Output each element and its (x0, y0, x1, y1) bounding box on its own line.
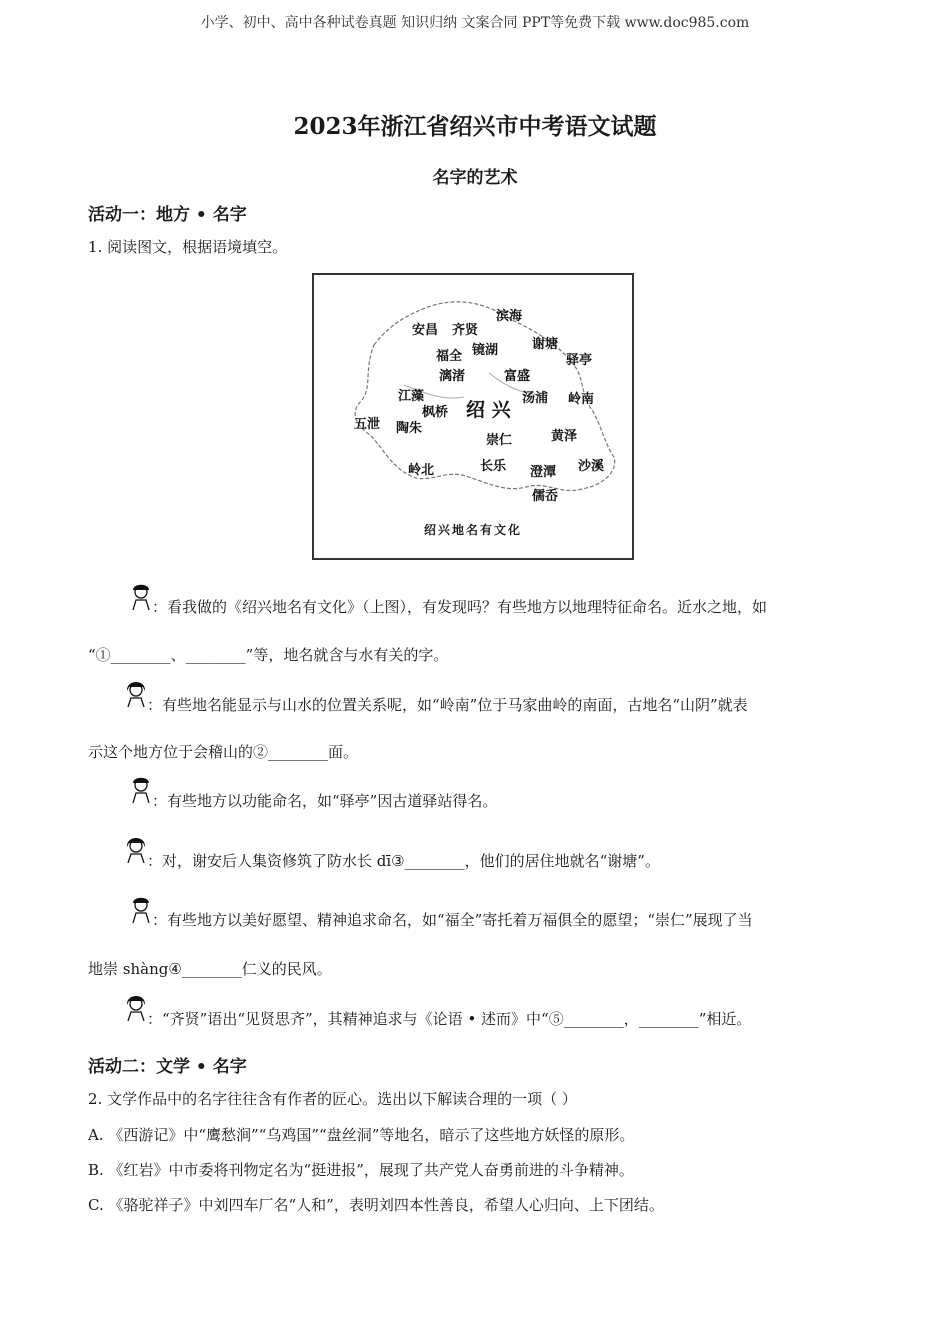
dialogue-5-line-1: ：有些地方以美好愿望、精神追求命名，如“福全”寄托着万福俱全的愿望；“崇仁”展现了当 (152, 911, 753, 929)
dialogue-4-line-1: ：对，谢安后人集资修筑了防水长 dī③________，他们的居住地就名“谢塘”。 (147, 852, 660, 870)
dialogue-1-line-1: ：看我做的《绍兴地名有文化》（上图），有发现吗？有些地方以地理特征命名。近水之地，如 (152, 598, 768, 616)
place-tangpu: 汤浦 (522, 391, 549, 406)
place-shaxi: 沙溪 (578, 459, 605, 474)
page-title: 2023年浙江省绍兴市中考语文试题 (293, 113, 657, 140)
place-ruqiao: 儒岙 (532, 489, 559, 504)
question-1: 1. 阅读图文，根据语境填空。 (88, 238, 288, 256)
option-c: C. 《骆驼祥子》中刘四车厂名“人和”，表明刘四本性善良，希望人心归向、上下团结。 (88, 1196, 664, 1214)
map-caption: 绍兴地名有文化 (423, 523, 522, 537)
option-b: B. 《红岩》中市委将刊物定名为“挺进报”，展现了共产党人奋勇前进的斗争精神。 (88, 1161, 634, 1179)
place-fusheng: 富盛 (504, 369, 531, 384)
student-boy-avatar-icon (130, 893, 152, 923)
question-2: 2. 文学作品中的名字往往含有作者的匠心。选出以下解读合理的一项（ ） (88, 1090, 577, 1108)
place-fengqiao: 枫桥 (422, 405, 449, 420)
place-lingnan: 岭南 (568, 392, 595, 407)
place-lingbei: 岭北 (408, 463, 435, 478)
place-changle: 长乐 (480, 459, 507, 474)
place-binhai: 滨海 (496, 309, 523, 324)
dialogue-5-line-2: 地崇 shàng④________仁义的民风。 (88, 960, 332, 978)
place-yiting: 驿亭 (566, 353, 593, 368)
page-header: 小学、初中、高中各种试卷真题 知识归纳 文案合同 PPT等免费下载 www.doc985.com (200, 15, 750, 31)
place-anchang: 安昌 (412, 323, 439, 338)
student-boy-avatar-icon (130, 580, 152, 610)
dialogue-2-line-2: 示这个地方位于会稽山的②________面。 (88, 743, 359, 761)
place-chengtan: 澄潭 (530, 465, 557, 480)
dialogue-2-line-1: ：有些地名能显示与山水的位置关系呢，如“岭南”位于马家曲岭的南面，古地名“山阴”就表 (147, 696, 748, 714)
place-jiangzao: 江藻 (398, 389, 425, 404)
place-taozhu: 陶朱 (396, 421, 423, 436)
student-girl-avatar-icon (125, 677, 147, 707)
activity2-heading: 活动二：文学 • 名字 (88, 1057, 247, 1077)
place-shaoxing-center: 绍 兴 (466, 399, 511, 421)
place-huangze: 黄泽 (551, 429, 578, 444)
place-lizhu: 漓渚 (439, 369, 466, 384)
option-a: A. 《西游记》中“鹰愁涧”“乌鸡国”“盘丝洞”等地名，暗示了这些地方妖怪的原形。 (88, 1126, 635, 1144)
student-boy-avatar-icon (130, 773, 152, 803)
activity1-heading: 活动一：地方 • 名字 (88, 205, 247, 225)
dialogue-3-line-1: ：有些地方以功能命名，如“驿亭”因古道驿站得名。 (152, 792, 498, 810)
place-chongren: 崇仁 (486, 433, 513, 448)
place-jinghu: 镜湖 (472, 343, 499, 358)
place-qixian: 齐贤 (452, 323, 479, 338)
place-xietang: 谢塘 (532, 337, 559, 352)
dialogue-1-line-2: “①________、________”等，地名就含与水有关的字。 (88, 646, 449, 664)
student-girl-avatar-icon (125, 991, 147, 1021)
place-wuxie: 五泄 (354, 417, 381, 432)
page-subtitle: 名字的艺术 (432, 168, 518, 188)
place-fuquan: 福全 (436, 349, 463, 364)
shaoxing-place-name-map (312, 273, 634, 560)
student-girl-avatar-icon (125, 833, 147, 863)
dialogue-6-line-1: ：“齐贤”语出“见贤思齐”，其精神追求与《论语 • 述而》中“⑤________，________”相近。 (147, 1010, 752, 1028)
